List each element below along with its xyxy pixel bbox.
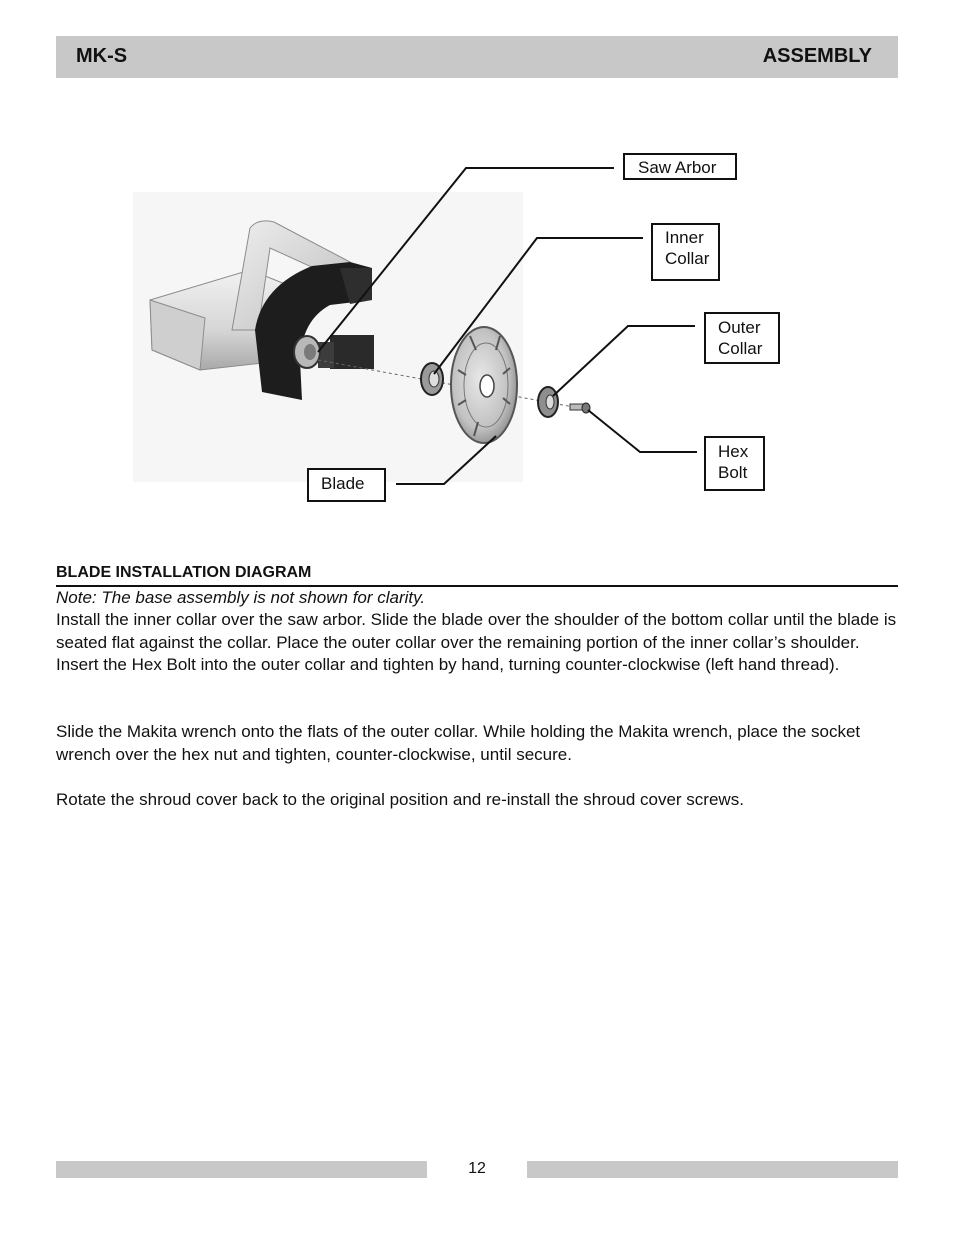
callout-inner-collar-line1: Inner — [665, 228, 704, 247]
callout-saw-arbor-text: Saw Arbor — [638, 158, 717, 177]
callout-hex-bolt-line1: Hex — [718, 442, 749, 461]
callout-outer-collar-line2: Collar — [718, 339, 763, 358]
blade-installation-diagram — [0, 0, 954, 540]
footer-bar-right — [527, 1161, 898, 1178]
callout-inner-collar — [651, 223, 720, 281]
callout-blade — [307, 468, 386, 502]
model-label: MK-S — [76, 45, 128, 67]
callout-hex-bolt — [704, 436, 765, 491]
paragraph-install: Install the inner collar over the saw arbor. Slide the blade over the shoulder of the bottom collar until the blade is seated flat against the collar. Place the outer collar over the remaining portion of the inner collar’s shoulder. Insert the Hex Bolt into the outer collar and tighten by hand, turning counter-clockwise (left hand thread). — [56, 610, 897, 674]
leader-hex-bolt — [588, 410, 697, 452]
section-divider — [56, 585, 898, 587]
leader-outer-collar — [553, 326, 695, 396]
callout-inner-collar-line2: Collar — [665, 249, 710, 268]
callout-outer-collar-line1: Outer — [718, 318, 761, 337]
blade-part — [451, 327, 517, 443]
page-number: 12 — [468, 1160, 486, 1177]
callout-hex-bolt-line2: Bolt — [718, 463, 748, 482]
callout-saw-arbor — [623, 153, 737, 180]
footer-bar-left — [56, 1161, 427, 1178]
paragraph-reinstall: Rotate the shroud cover back to the original position and re-install the shroud cover screws. — [56, 790, 744, 809]
callout-blade-text: Blade — [321, 474, 365, 493]
section-label: ASSEMBLY — [762, 45, 872, 67]
outer-collar-part — [538, 387, 558, 417]
note-text: Note: The base assembly is not shown for clarity. — [56, 588, 426, 607]
section-title: BLADE INSTALLATION DIAGRAM — [56, 564, 312, 581]
callout-outer-collar — [704, 312, 780, 364]
paragraph-tighten: Slide the Makita wrench onto the flats of the outer collar. While holding the Makita wrench, place the socket wrench over the hex nut and tighten, counter-clockwise, until secure. — [56, 722, 861, 764]
hex-bolt-part — [570, 403, 590, 413]
